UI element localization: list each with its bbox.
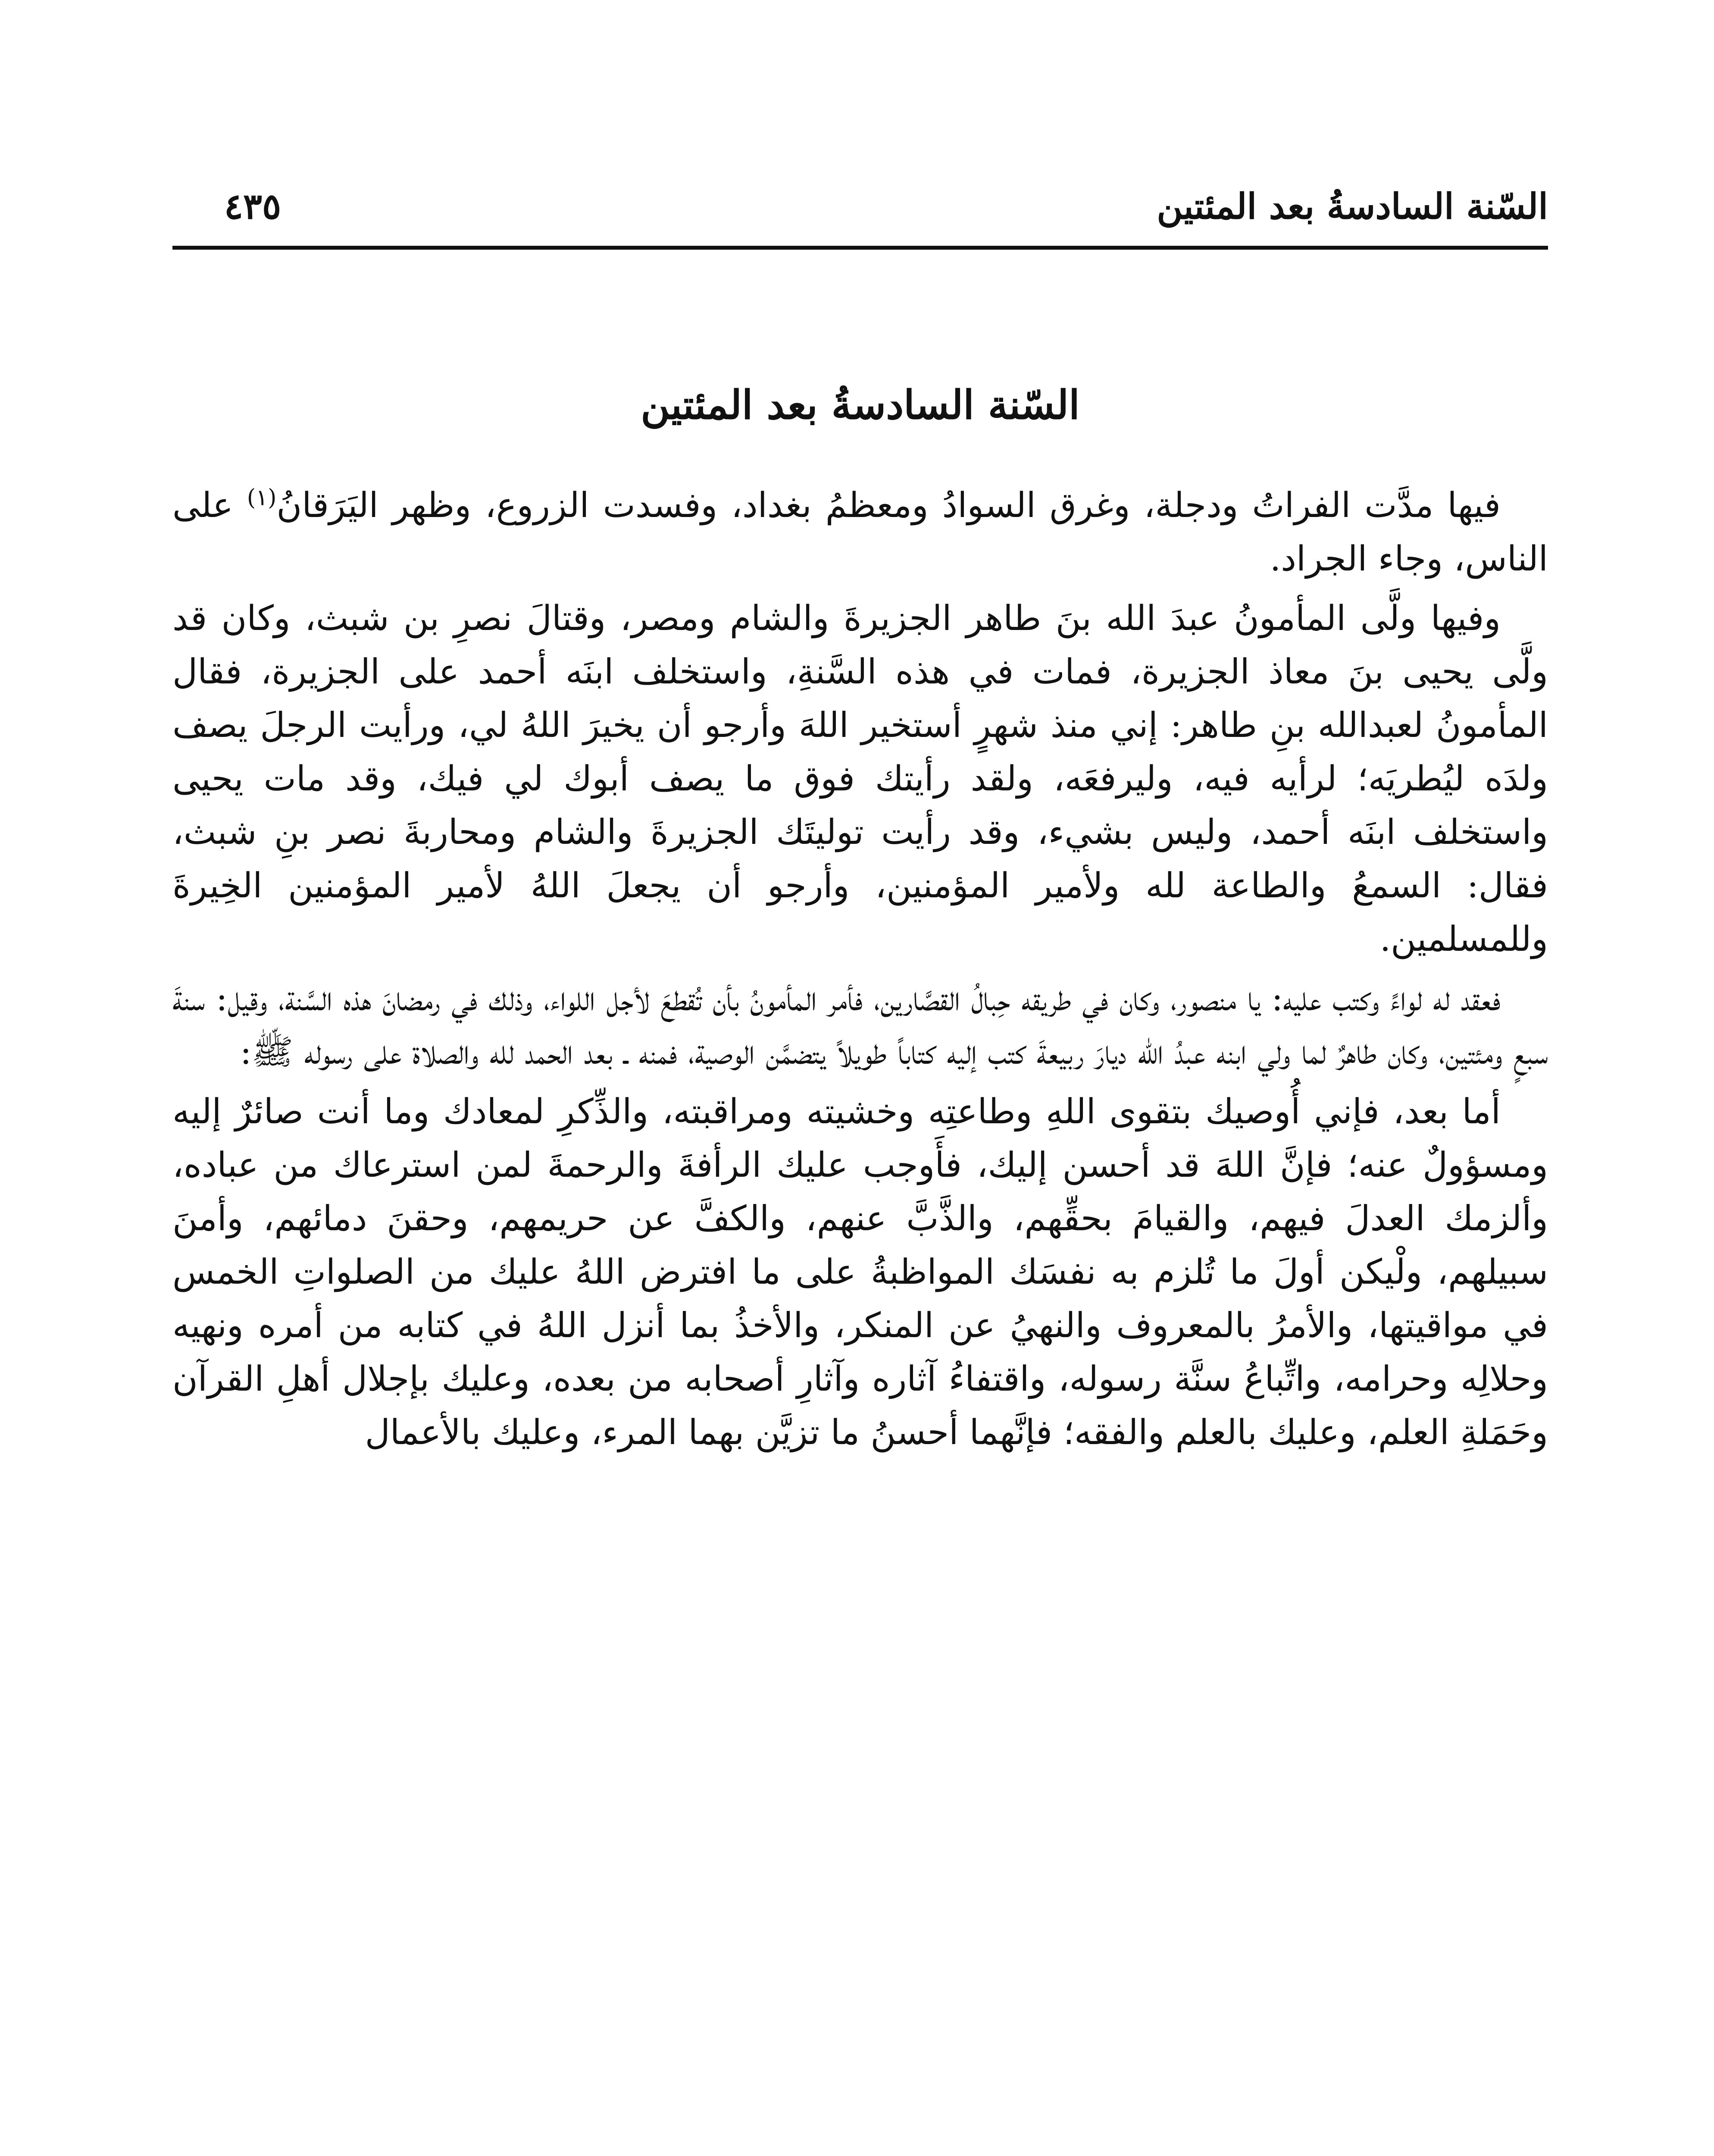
paragraph-2: وفيها ولَّى المأمونُ عبدَ الله بنَ طاهر الجزيرةَ والشام ومصر، وقتالَ نصرِ بن شبث، وكان قد ولَّى يحيى بنَ معاذ الجزيرة، فمات في هذه السَّنةِ، واستخلف ابنَه أحمد على الجزيرة، فقال المأمونُ لعبدالله بنِ طاهر: إني منذ شهرٍ أستخير اللهَ وأرجو أن يخيرَ اللهُ لي، ورأيت الرجلَ يصف ولدَه ليُطريَه؛ لرأيه فيه، وليرفعَه، ولقد رأيتك فوق ما يصف أبوك لي فيك، وقد مات يحيى واستخلف ابنَه أحمد، وليس بشيء، وقد رأيت توليتَك الجزيرةَ والشام ومحاربةَ نصر بنِ شبث، فقال: السمعُ والطاعة لله ولأمير المؤمنين، وأرجو أن يجعلَ اللهُ لأمير المؤمنين الخِيرةَ وللمسلمين. <box>172 598 1548 959</box>
header-divider <box>172 246 1548 250</box>
running-header <box>172 155 1548 227</box>
paragraph-1-text: فيها مدَّت الفراتُ ودجلة، وغرق السوادُ ومعظمُ بغداد، وفسدت الزروع، وظهر اليَرَقانُ <box>276 485 1501 525</box>
running-title: السّنة السادسةُ بعد المئتين <box>1157 186 1548 227</box>
body-text <box>172 479 1548 1465</box>
paragraph-1-text-end: على الناس، وجاء الجراد. <box>172 485 1548 579</box>
paragraph-4: أما بعد، فإني أُوصيك بتقوى اللهِ وطاعتِه وخشيته ومراقبته، والذِّكرِ لمعادك وما أنت صائرٌ إليه ومسؤولٌ عنه؛ فإنَّ اللهَ قد أحسن إليك، فأَوجب عليك الرأفةَ والرحمةَ لمن استرعاك من عباده، وألزمك العدلَ فيهم، والقيامَ بحقِّهم، والذَّبَّ عنهم، والكفَّ عن حريمهم، وحقنَ دمائهم، وأمنَ سبيلهم، ولْيكن أولَ ما تُلزم به نفسَك المواظبةُ على ما افترض اللهُ عليك من الصلواتِ الخمس في مواقيتها، والأمرُ بالمعروف والنهيُ عن المنكر، والأخذُ بما أنزل اللهُ في كتابه من أمره ونهيه وحلالِه وحرامه، واتِّباعُ سنَّة رسوله، واقتفاءُ آثاره وآثارِ أصحابه من بعده، وعليك بإجلال أهلِ القرآن وحَمَلةِ العلم، وعليك بالعلم والفقه؛ فإنَّهما أحسنُ ما تزيَّن بهما المرء، وعليك بالأعمال <box>172 1091 1548 1452</box>
chapter-title: السّنة السادسةُ بعد المئتين <box>641 382 1080 428</box>
page-number: ٤٣٥ <box>224 186 281 227</box>
footnote-reference: (١) <box>247 485 277 511</box>
paragraph-3: فعقد له لواءً وكتب عليه: يا منصور، وكان في طريقه حِبالُ القصَّارين، فأمر المأمونُ بأن تُقطعَ لأجل اللواء، وذلك في رمضانَ هذه السَّنة، وقيل: سنةَ سبعٍ ومئتين، وكان طاهرٌ لما ولي ابنه عبدُ الله ديارَ ربيعةَ كتب إليه كتاباً طويلاً يتضمَّن الوصية، فمنه ـ بعد الحمد لله والصلاة على رسوله ﷺ: <box>172 978 1548 1072</box>
paragraph-1 <box>172 479 1548 586</box>
